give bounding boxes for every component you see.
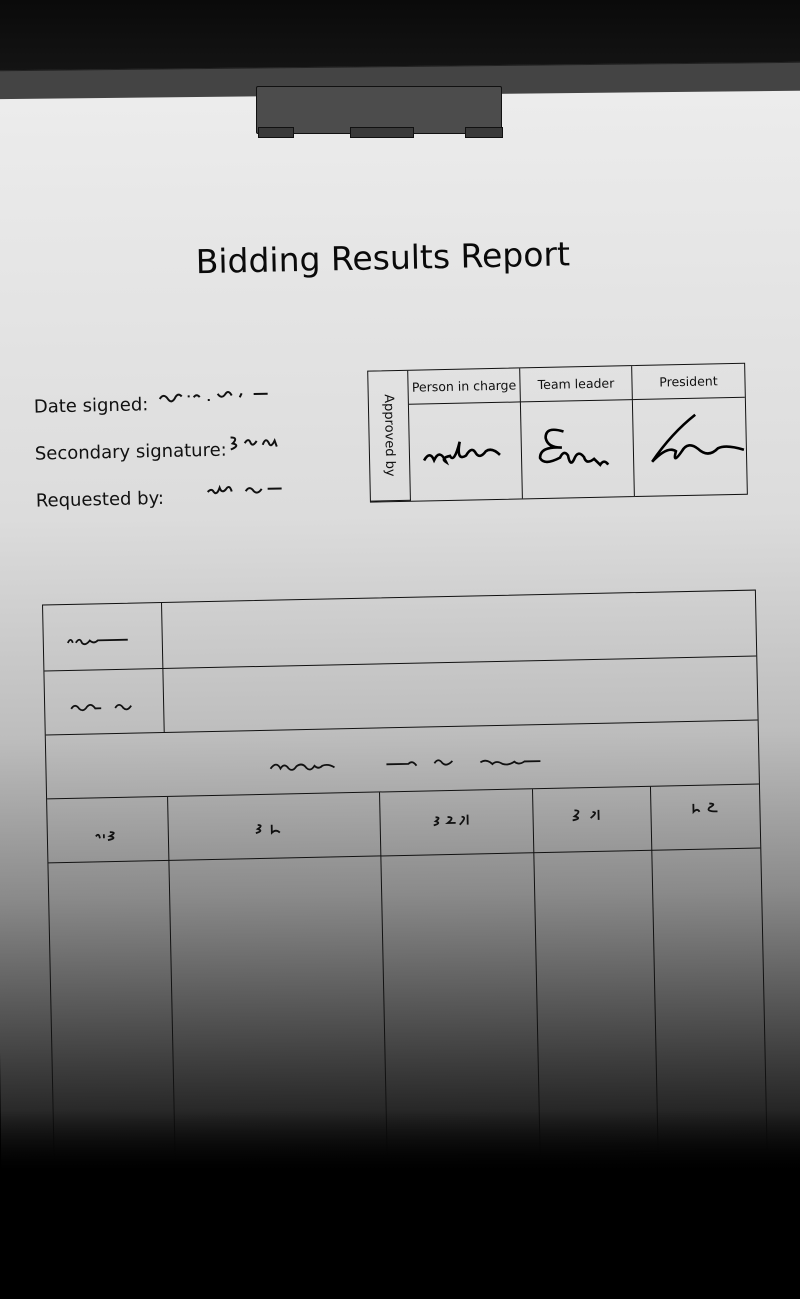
- signature-team-leader: [521, 400, 635, 498]
- approval-header-president: President: [632, 364, 745, 400]
- signature-president: [633, 398, 747, 496]
- requested-by-scribble: [203, 478, 293, 500]
- approval-box: [367, 363, 748, 503]
- column-label-scribble: [254, 818, 294, 835]
- date-signed-label: Date signed:: [33, 394, 149, 418]
- column-label-scribble: [431, 810, 481, 829]
- signature-person-in-charge: [409, 402, 523, 500]
- requested-by-label: Requested by:: [35, 487, 165, 512]
- report-title: Bidding Results Report: [195, 234, 571, 282]
- secondary-signature-label: Secondary signature:: [34, 439, 227, 465]
- row-label-scribble: [64, 631, 144, 649]
- background-bottom-shadow: [0, 1110, 800, 1280]
- approved-by-label: Approved by: [380, 394, 398, 478]
- approval-header-person-in-charge: Person in charge: [408, 368, 521, 404]
- column-label-scribble: [92, 826, 132, 843]
- signature-stroke-person-in-charge: [415, 409, 517, 491]
- secondary-signature-scribble: [226, 430, 296, 451]
- approved-by-cell: [368, 371, 411, 502]
- table-header-row: [47, 785, 760, 864]
- signature-stroke-president: [639, 404, 757, 486]
- signature-stroke-team-leader: [527, 406, 639, 488]
- date-signed-scribble: [155, 384, 285, 407]
- column-label-scribble: [689, 799, 733, 816]
- row-label-scribble: [67, 697, 147, 715]
- column-label-scribble: [570, 806, 614, 823]
- bid-table: [42, 590, 768, 1165]
- approval-header-team-leader: Team leader: [520, 366, 633, 402]
